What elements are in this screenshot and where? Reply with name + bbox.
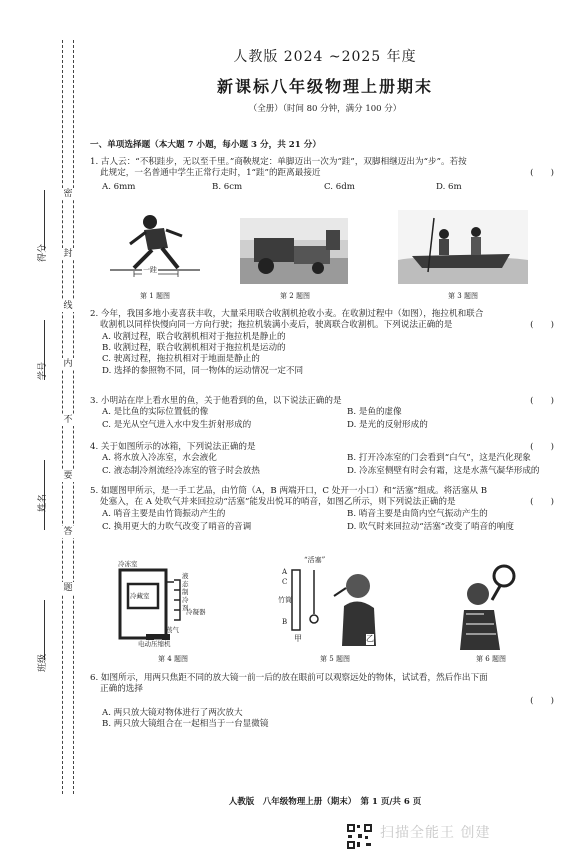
option-d: D. 是光的反射形成的 (347, 420, 428, 431)
answer-paren: ( ) (530, 497, 554, 508)
figure-caption: 第 6 题图 (476, 655, 506, 663)
score-label: 得分 (38, 243, 48, 262)
fig4-label: 蒸气 (166, 626, 179, 634)
answer-paren: ( ) (530, 396, 554, 406)
option-b: B. 两只放大镜组合在一起相当于一台显微镜 (102, 719, 269, 730)
option-d: D. 吹气时来回拉动“活塞”改变了哨音的响度 (347, 521, 514, 532)
seal-char: 要 (63, 471, 73, 481)
option-c: C. 6dm (324, 181, 355, 192)
question-text: 正确的选择 (100, 684, 143, 695)
whistle-diagram (280, 556, 390, 648)
fig4-label: 冷藏室 (130, 592, 150, 600)
fig5-label-a: A (282, 568, 288, 576)
fig4-label: 冷冻室 (118, 560, 138, 568)
question-text: 2. 今年，我国多地小麦喜获丰收，大量采用联合收割机抢收小麦。在收割过程中（如图），拖拉机和联合 (90, 309, 484, 319)
option-d: D. 6m (436, 181, 462, 192)
answer-paren: ( ) (530, 695, 554, 706)
seal-char: 密 (63, 189, 73, 199)
option-b: B. 是鱼的虚像 (347, 407, 402, 418)
fridge-diagram (114, 560, 224, 650)
seal-char: 答 (63, 527, 73, 537)
seal-char: 线 (63, 301, 73, 311)
option-c: C. 液态制冷剂流经冷冻室的管子时会放热 (102, 466, 260, 477)
option-c: C. 是光从空气进入水中发生折射形成的 (102, 420, 252, 431)
option-a: A. 收割过程，联合收割机相对于拖拉机是静止的 (102, 331, 286, 342)
fig4-label: 冷凝器 (186, 608, 206, 616)
seal-char: 封 (63, 249, 73, 259)
fig5-label-c: C (282, 578, 288, 586)
question-2 (90, 309, 564, 377)
question-text: 3. 小明站在岸上看水里的鱼，关于他看到的鱼，以下说法正确的是 (90, 396, 342, 406)
question-text: 处塞入，在 A 处吹气并来回拉动“活塞”能发出悦耳的哨音，如图乙所示，则下列说法正确的是 (100, 497, 456, 508)
answer-paren: ( ) (530, 168, 554, 179)
fig4-label: 电动压缩机 (138, 640, 171, 648)
option-c: C. 驶离过程，拖拉机相对于地面是静止的 (102, 354, 260, 365)
option-d: D. 冷冻室侧壁有时会有霜，这是水蒸气凝华形成的 (347, 466, 540, 477)
option-b: B. 打开冷冻室的门会看到“白气”，这是汽化现象 (347, 453, 531, 464)
question-5 (90, 486, 564, 535)
answer-paren: ( ) (530, 442, 554, 452)
fig5-label-b: B (282, 618, 288, 626)
figure-caption: 第 4 题图 (158, 655, 188, 663)
magnifier-figure (456, 564, 520, 652)
exam-edition: 人教版 2024 ~2025 年度 (233, 49, 417, 65)
watermark: 扫描全能王 创建 (380, 825, 491, 841)
figure-caption: 第 1 题图 (140, 292, 170, 300)
binding-margin (0, 0, 82, 864)
figure-caption: 第 3 题图 (448, 292, 478, 300)
figure-caption: 第 5 题图 (320, 655, 350, 663)
question-3 (90, 396, 564, 433)
question-1 (90, 157, 564, 196)
figure-caption: 第 2 题图 (280, 292, 310, 300)
option-a: A. 两只放大镜对物体进行了两次放大 (102, 707, 243, 718)
seal-char: 不 (63, 415, 73, 425)
page-footer: 人教版 八年级物理上册（期末） 第 1 页/共 6 页 (228, 797, 422, 807)
seal-char: 题 (63, 583, 73, 593)
boat-photo (398, 210, 528, 284)
question-text: 此规定，一名普通中学生正常行走时，1“跬”的距离最接近 (100, 168, 321, 179)
option-c: C. 换用更大的力吹气改变了哨音的音调 (102, 521, 252, 532)
fig5-label-yi: 乙 (366, 634, 374, 643)
option-a: A. 哨音主要是由竹筒振动产生的 (102, 508, 226, 519)
question-text: 4. 关于如图所示的冰箱，下列说法正确的是 (90, 442, 256, 452)
name-label: 姓名 (38, 493, 48, 512)
answer-paren: ( ) (530, 320, 554, 331)
exam-title: 新课标八年级物理上册期末 (216, 77, 433, 96)
question-text: 5. 如题图甲所示，是一手工艺品，由竹筒（A，B 两端开口，C 处开一小口）和“活塞”组成。将活塞从 B (90, 486, 488, 496)
option-b: B. 6cm (212, 181, 243, 192)
question-text: 6. 如图所示，用两只焦距不同的放大镜一前一后的放在眼前可以观察远处的物体，试试看，然后作出下面 (90, 673, 488, 683)
fig5-label-jia: 甲 (294, 634, 302, 643)
question-text: 收割机以同样快慢向同一方向行驶；拖拉机装满小麦后，驶离联合收割机。下列说法正确的是 (100, 320, 453, 331)
fig4-label: 液态制冷剂 (182, 572, 189, 612)
qr-code-icon (346, 823, 373, 850)
harvester-photo (240, 218, 348, 284)
option-a: A. 是比鱼的实际位置低的像 (102, 407, 209, 418)
seal-char: 内 (63, 359, 73, 369)
student-id-label: 学号 (38, 361, 48, 380)
option-b: B. 哨音主要是由筒内空气振动产生的 (347, 508, 488, 519)
option-a: A. 6mm (102, 181, 136, 192)
question-6 (90, 673, 564, 730)
option-b: B. 收割过程，联合收割机相对于拖拉机是运动的 (102, 343, 286, 354)
question-4 (90, 442, 564, 479)
answer-line (44, 600, 45, 660)
section-heading: 一、单项选择题（本大题 7 小题，每小题 3 分，共 21 分） (90, 140, 321, 150)
class-label: 班级 (38, 653, 48, 672)
fig5-label-tube: 竹筒 (278, 596, 292, 604)
option-d: D. 选择的参照物不同，同一物体的运动情况一定不同 (102, 365, 304, 376)
question-text: 1. 古人云：“不积跬步，无以至千里。”商鞅规定：单脚迈出一次为“跬”，双脚相继迈出为“步”。若按 (90, 157, 467, 167)
fig5-label-piston: “活塞” (304, 556, 326, 564)
walking-figure (108, 208, 204, 288)
step-label: 一跬 (143, 266, 157, 274)
option-a: A. 将水放入冷冻室，水会液化 (102, 453, 217, 464)
exam-subtitle: （全册）（时间 80 分钟，满分 100 分） (248, 104, 402, 114)
answer-line (44, 190, 45, 250)
